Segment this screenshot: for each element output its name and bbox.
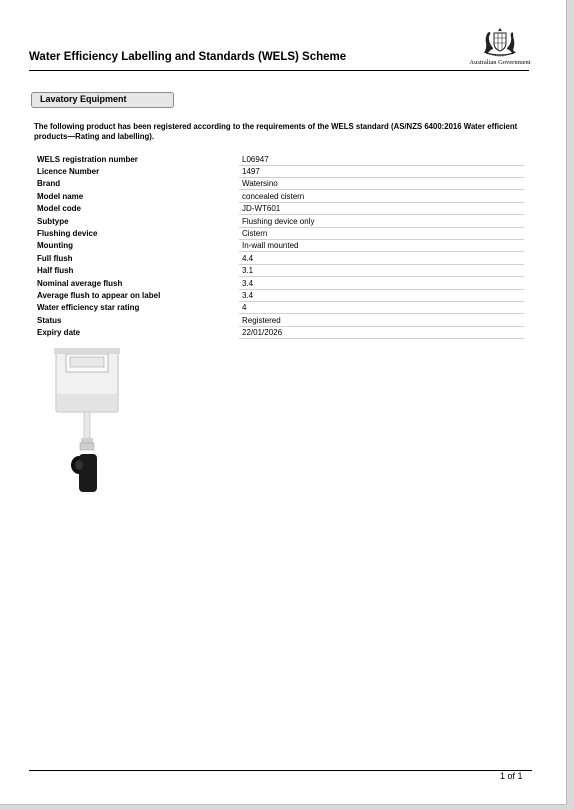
detail-key: Average flush to appear on label [37, 291, 161, 300]
detail-row [37, 290, 524, 302]
detail-key: Status [37, 316, 62, 325]
detail-row [37, 302, 524, 314]
detail-underline [239, 313, 524, 314]
detail-key: Flushing device [37, 229, 98, 238]
detail-value: In-wall mounted [242, 241, 299, 250]
detail-key: Model name [37, 192, 84, 201]
detail-row [37, 191, 524, 203]
detail-row [37, 253, 524, 265]
detail-underline [239, 276, 524, 277]
detail-key: Full flush [37, 254, 73, 263]
government-logo [466, 28, 534, 70]
detail-row [37, 315, 524, 327]
title-divider [29, 70, 529, 71]
detail-row [37, 166, 524, 178]
detail-value: Registered [242, 316, 281, 325]
detail-value: concealed cistern [242, 192, 305, 201]
detail-underline [239, 251, 524, 252]
detail-key: Licence Number [37, 167, 100, 176]
detail-row [37, 154, 524, 166]
detail-key: Nominal average flush [37, 279, 123, 288]
detail-value: Cistern [242, 229, 268, 238]
detail-value: JD-WT601 [242, 204, 281, 213]
detail-key: Water efficiency star rating [37, 303, 140, 312]
detail-value: 4.4 [242, 254, 254, 263]
detail-row [37, 178, 524, 190]
detail-key: Expiry date [37, 328, 81, 337]
detail-row [37, 265, 524, 277]
government-label: Australian Government [469, 59, 531, 66]
detail-row [37, 278, 524, 290]
intro-text: The following product has been registered according to the requirements of the WELS standard (AS/NZS 6400:2016 Water efficient products—Rating and labelling). [34, 122, 518, 141]
footer-divider [29, 770, 532, 771]
section-header [31, 92, 174, 108]
detail-row [37, 203, 524, 215]
detail-row [37, 327, 524, 339]
coat-of-arms-icon [480, 28, 520, 58]
product-image [40, 344, 142, 496]
detail-underline [239, 338, 524, 339]
detail-key: Mounting [37, 241, 73, 250]
detail-row [37, 216, 524, 228]
detail-underline [239, 189, 524, 190]
detail-value: 3.1 [242, 266, 254, 275]
detail-underline [239, 214, 524, 215]
detail-key: Subtype [37, 217, 69, 226]
detail-value: 22/01/2026 [242, 328, 283, 337]
detail-value: 3.4 [242, 291, 254, 300]
page-number: 1 of 1 [500, 771, 523, 781]
detail-row [37, 240, 524, 252]
detail-key: Model code [37, 204, 82, 213]
page-title: Water Efficiency Labelling and Standards (WELS) Scheme [29, 51, 347, 63]
detail-value: 4 [242, 303, 247, 312]
detail-key: Half flush [37, 266, 74, 275]
detail-row [37, 228, 524, 240]
detail-value: 1497 [242, 167, 260, 176]
detail-key: Brand [37, 179, 61, 188]
detail-value: Watersino [242, 179, 278, 188]
detail-value: Flushing device only [242, 217, 315, 226]
detail-value: 3.4 [242, 279, 254, 288]
detail-key: WELS registration number [37, 155, 138, 164]
section-label: Lavatory Equipment [40, 94, 127, 104]
detail-value: L06947 [242, 155, 269, 164]
